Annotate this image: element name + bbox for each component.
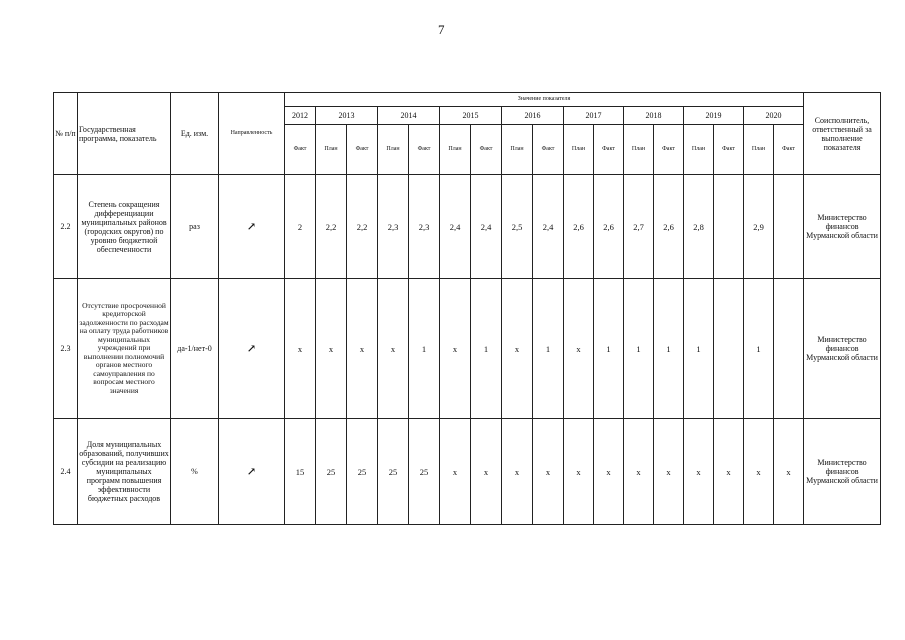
- sub-header: Факт: [409, 125, 440, 175]
- value-cell: [714, 279, 744, 419]
- value-cell: 1: [409, 279, 440, 419]
- value-cell: x: [564, 279, 594, 419]
- value-cell: 25: [316, 419, 347, 525]
- value-cell: 2,2: [347, 175, 378, 279]
- value-cell: 2,3: [409, 175, 440, 279]
- page-number: 7: [438, 22, 445, 37]
- value-cell: x: [684, 419, 714, 525]
- value-cell: 1: [533, 279, 564, 419]
- arrow-up-right-icon: ↗: [219, 175, 285, 279]
- value-cell: 2: [285, 175, 316, 279]
- value-cell: x: [624, 419, 654, 525]
- value-cell: x: [316, 279, 347, 419]
- value-cell: x: [378, 279, 409, 419]
- value-cell: x: [347, 279, 378, 419]
- sub-header: План: [684, 125, 714, 175]
- row-executor: Министерство финансов Мурманской области: [804, 419, 881, 525]
- value-cell: 1: [744, 279, 774, 419]
- row-executor: Министерство финансов Мурманской области: [804, 279, 881, 419]
- value-cell: 2,4: [440, 175, 471, 279]
- value-cell: x: [744, 419, 774, 525]
- value-cell: 15: [285, 419, 316, 525]
- value-cell: x: [714, 419, 744, 525]
- row-name: Степень сокращения дифференциации муниципальных районов (городских округов) по уровню бюджетной обеспеченности: [78, 175, 171, 279]
- year-2015: 2015: [440, 107, 502, 125]
- value-cell: x: [285, 279, 316, 419]
- header-num: № п/п: [54, 93, 78, 175]
- value-cell: x: [502, 419, 533, 525]
- year-2020: 2020: [744, 107, 804, 125]
- row-num: 2.4: [54, 419, 78, 525]
- sub-header: План: [624, 125, 654, 175]
- table-row: [54, 419, 881, 525]
- sub-header: План: [564, 125, 594, 175]
- year-2017: 2017: [564, 107, 624, 125]
- value-cell: 1: [471, 279, 502, 419]
- header-direction: Направленность: [219, 93, 285, 175]
- year-2019: 2019: [684, 107, 744, 125]
- value-cell: x: [594, 419, 624, 525]
- value-cell: x: [471, 419, 502, 525]
- row-name: Отсутствие просроченной кредиторской задолженности по расходам на оплату труда работников муниципальных учреждений при выполнении полномочий органов местного самоуправления по вопросам местного значения: [78, 279, 171, 419]
- value-cell: [774, 279, 804, 419]
- header-name: Государственная программа, показатель: [78, 93, 171, 175]
- table-row: [54, 279, 881, 419]
- row-name: Доля муниципальных образований, получивших субсидии на реализацию муниципальных программ повышения эффективности бюджетных расходов: [78, 419, 171, 525]
- value-cell: 25: [378, 419, 409, 525]
- value-cell: x: [774, 419, 804, 525]
- value-cell: 2,5: [502, 175, 533, 279]
- value-cell: 1: [654, 279, 684, 419]
- sub-header: План: [744, 125, 774, 175]
- row-executor: Министерство финансов Мурманской области: [804, 175, 881, 279]
- value-cell: x: [440, 279, 471, 419]
- arrow-up-right-icon: ↗: [219, 419, 285, 525]
- value-cell: 2,8: [684, 175, 714, 279]
- value-cell: 2,6: [564, 175, 594, 279]
- indicator-table: [53, 92, 881, 525]
- value-cell: 1: [594, 279, 624, 419]
- value-cell: 25: [347, 419, 378, 525]
- year-2013: 2013: [316, 107, 378, 125]
- row-unit: раз: [171, 175, 219, 279]
- value-cell: 2,3: [378, 175, 409, 279]
- value-cell: 25: [409, 419, 440, 525]
- sub-header: Факт: [714, 125, 744, 175]
- value-cell: 2,2: [316, 175, 347, 279]
- arrow-up-right-icon: ↗: [219, 279, 285, 419]
- sub-header: Факт: [774, 125, 804, 175]
- value-cell: 2,4: [471, 175, 502, 279]
- value-cell: [714, 175, 744, 279]
- header-values-group: Значение показателя: [285, 93, 804, 107]
- year-2014: 2014: [378, 107, 440, 125]
- value-cell: 2,7: [624, 175, 654, 279]
- sub-header: План: [378, 125, 409, 175]
- sub-header: Факт: [654, 125, 684, 175]
- value-cell: 2,6: [654, 175, 684, 279]
- sub-header: План: [440, 125, 471, 175]
- sub-header: Факт: [533, 125, 564, 175]
- sub-header: Факт: [594, 125, 624, 175]
- year-2012: 2012: [285, 107, 316, 125]
- value-cell: 1: [684, 279, 714, 419]
- value-cell: x: [502, 279, 533, 419]
- table-row: [54, 175, 881, 279]
- year-2018: 2018: [624, 107, 684, 125]
- year-2016: 2016: [502, 107, 564, 125]
- value-cell: x: [440, 419, 471, 525]
- value-cell: 2,4: [533, 175, 564, 279]
- row-num: 2.2: [54, 175, 78, 279]
- row-num: 2.3: [54, 279, 78, 419]
- value-cell: 1: [624, 279, 654, 419]
- value-cell: x: [533, 419, 564, 525]
- value-cell: x: [564, 419, 594, 525]
- header-executor: Соисполнитель, ответственный за выполнение показателя: [804, 93, 881, 175]
- sub-header: План: [502, 125, 533, 175]
- row-unit: да-1/нет-0: [171, 279, 219, 419]
- sub-header: Факт: [347, 125, 378, 175]
- header-unit: Ед. изм.: [171, 93, 219, 175]
- row-unit: %: [171, 419, 219, 525]
- value-cell: 2,9: [744, 175, 774, 279]
- value-cell: [774, 175, 804, 279]
- value-cell: 2,6: [594, 175, 624, 279]
- sub-header: Факт: [285, 125, 316, 175]
- sub-header: Факт: [471, 125, 502, 175]
- sub-header: План: [316, 125, 347, 175]
- value-cell: x: [654, 419, 684, 525]
